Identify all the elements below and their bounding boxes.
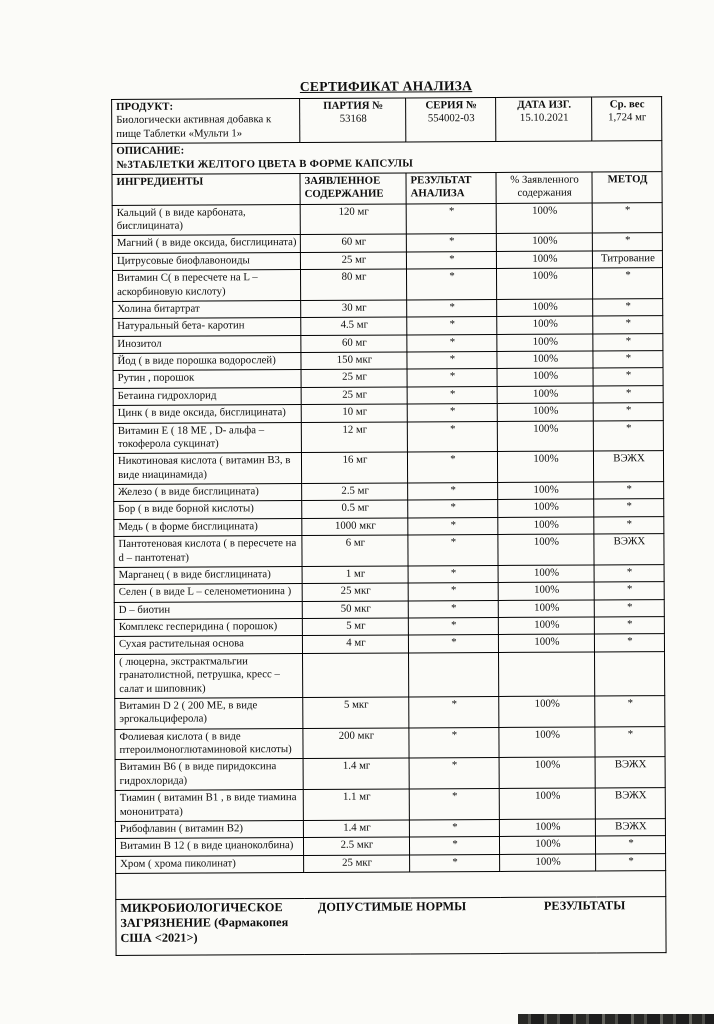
claimed-content-cell: 5 мкг: [303, 697, 409, 728]
method-cell: *: [594, 582, 664, 600]
ingredient-cell: Пантотеновая кислота ( в пересчете на d – пантотенат): [114, 536, 302, 568]
certificate-table: [111, 96, 666, 956]
ingredient-cell: Хром ( хрома пиколинат): [116, 855, 304, 873]
ingredient-cell: Йод ( в виде порошка водорослей): [113, 353, 301, 371]
claimed-content-cell: 12 мг: [301, 421, 407, 452]
percent-claimed-cell: 100%: [497, 403, 593, 421]
analysis-result-cell: *: [408, 535, 498, 566]
method-cell: *: [593, 368, 663, 386]
analysis-result-cell: *: [407, 404, 497, 422]
analysis-result-cell: *: [407, 299, 497, 317]
claimed-content-cell: 1.4 мг: [303, 758, 409, 789]
ingredient-cell: Сухая растительная основа: [114, 636, 302, 654]
column-header-row: [112, 171, 662, 205]
analysis-result-cell: *: [409, 758, 499, 789]
method-cell: ВЭЖХ: [594, 534, 664, 565]
ingredient-row: [112, 202, 662, 236]
percent-claimed-cell: 100%: [498, 482, 594, 500]
percent-claimed-cell: 100%: [497, 368, 593, 386]
ingredient-cell: ( люцерна, экстрактмальгии гранатолистной, петрушка, кресс – салат и шиповник): [115, 653, 303, 698]
claimed-content-cell: 16 мг: [301, 452, 407, 483]
analysis-result-cell: *: [409, 837, 499, 855]
microbiology-row: [116, 897, 666, 956]
ingredient-cell: Витамин В6 ( в виде пиридоксина гидрохлорида): [115, 759, 303, 791]
col-header-claimed-content: ЗАЯВЛЕННОЕ СОДЕРЖАНИЕ: [300, 173, 406, 204]
method-cell: *: [593, 403, 663, 421]
mfg-date-cell: [496, 97, 592, 142]
percent-claimed-cell: 100%: [498, 517, 594, 535]
ingredient-row: [113, 451, 663, 485]
ingredient-cell: Витамин Е ( 18 МЕ , D- альфа – токоферола сукцинат): [113, 422, 301, 454]
series-cell: [406, 97, 496, 142]
claimed-content-cell: 10 мг: [301, 404, 407, 422]
analysis-result-cell: *: [409, 696, 499, 727]
analysis-result-cell: *: [408, 482, 498, 500]
percent-claimed-cell: 100%: [498, 499, 594, 517]
claimed-content-cell: 200 мкг: [303, 728, 409, 759]
description-value: №3ТАБЛЕТКИ ЖЕЛТОГО ЦВЕТА В ФОРМЕ КАПСУЛЫ: [116, 156, 414, 171]
method-cell: *: [594, 634, 664, 652]
method-cell: *: [593, 316, 663, 334]
method-cell: ВЭЖХ: [593, 451, 663, 482]
series-value: 554002-03: [427, 112, 475, 125]
analysis-result-cell: *: [407, 386, 497, 404]
method-cell: *: [594, 564, 664, 582]
ingredient-cell: Цинк ( в виде оксида, бисглицината): [113, 405, 301, 423]
percent-claimed-cell: 100%: [497, 316, 593, 334]
analysis-result-cell: *: [408, 617, 498, 635]
mfg-date-label: ДАТА ИЗГ.: [517, 98, 572, 111]
ingredient-row: [115, 788, 665, 822]
product-label: ПРОДУКТ:: [116, 100, 174, 113]
analysis-result-cell: *: [406, 251, 496, 269]
analysis-result-cell: *: [408, 600, 498, 618]
percent-claimed-cell: 100%: [498, 534, 594, 565]
method-cell: *: [596, 853, 666, 871]
analysis-result-cell: *: [408, 635, 498, 653]
ingredient-cell: Холина битартрат: [113, 300, 301, 318]
claimed-content-cell: 2.5 мкг: [303, 837, 409, 855]
percent-claimed-cell: 100%: [498, 600, 594, 618]
batch-label: ПАРТИЯ №: [323, 99, 384, 112]
ingredient-cell: Инозитол: [113, 335, 301, 353]
method-cell: *: [592, 268, 662, 299]
col-header-percent-claimed: % Заявленного содержания: [496, 172, 592, 203]
method-cell: ВЭЖХ: [595, 757, 665, 788]
percent-claimed-cell: 100%: [499, 836, 595, 854]
product-cell: [112, 99, 300, 144]
percent-claimed-cell: 100%: [497, 351, 593, 369]
claimed-content-cell: 25 мг: [301, 387, 407, 405]
description-row: [112, 141, 662, 175]
series-label: СЕРИЯ №: [425, 99, 477, 112]
analysis-result-cell: *: [407, 351, 497, 369]
ingredient-row: [114, 534, 664, 568]
method-cell: Титрование: [592, 250, 662, 268]
claimed-content-cell: 30 мг: [301, 300, 407, 318]
percent-claimed-cell: 100%: [496, 233, 592, 251]
claimed-content-cell: 1 мг: [302, 566, 408, 584]
ingredient-row: [113, 420, 663, 454]
document-title: СЕРТИФИКАТ АНАЛИЗА: [299, 78, 473, 95]
method-cell: *: [594, 516, 664, 534]
ingredient-cell: Витамин D 2 ( 200 МЕ, в виде эргокальциферола): [115, 697, 303, 729]
claimed-content-cell: 60 мг: [301, 335, 407, 353]
avg-weight-label: Ср. вес: [609, 98, 645, 111]
analysis-result-cell: *: [408, 583, 498, 601]
claimed-content-cell: 1.4 мг: [303, 820, 409, 838]
ingredient-row: [115, 651, 665, 698]
analysis-result-cell: *: [410, 854, 500, 872]
percent-claimed-cell: 100%: [500, 854, 596, 872]
col-header-analysis-result: РЕЗУЛЬТАТ АНАЛИЗА: [406, 172, 496, 203]
ingredient-row: [115, 726, 665, 760]
ingredient-cell: Кальций ( в виде карбоната, бисглицината): [112, 204, 300, 236]
mfg-date-value: 15.10.2021: [519, 111, 569, 125]
method-cell: ВЭЖХ: [595, 788, 665, 819]
ingredient-cell: Марганец ( в виде бисглицината): [114, 566, 302, 584]
claimed-content-cell: 2.5 мг: [302, 483, 408, 501]
analysis-result-cell: *: [409, 727, 499, 758]
certificate-document: [111, 77, 666, 956]
claimed-content-cell: 25 мкг: [304, 855, 410, 873]
percent-claimed-cell: 100%: [496, 268, 592, 299]
description-cell: [112, 141, 662, 175]
ingredient-cell: Селен ( в виде L – селенометионина ): [114, 584, 302, 602]
claimed-content-cell: 1.1 мг: [303, 789, 409, 820]
ingredient-cell: D – биотин: [114, 601, 302, 619]
method-cell: *: [594, 499, 664, 517]
method-cell: *: [593, 351, 663, 369]
claimed-content-cell: 6 мг: [302, 535, 408, 566]
spacer-row: [116, 871, 666, 900]
claimed-content-cell: 25 мг: [300, 252, 406, 270]
method-cell: *: [593, 420, 663, 451]
method-cell: [595, 651, 665, 695]
method-cell: *: [595, 726, 665, 757]
analysis-result-cell: *: [408, 500, 498, 518]
allowed-norms-label: ДОПУСТИМЫЕ НОРМЫ: [304, 897, 500, 954]
method-cell: *: [592, 202, 662, 233]
analysis-result-cell: *: [407, 452, 497, 483]
percent-claimed-cell: 100%: [498, 565, 594, 583]
ingredient-cell: Фолиевая кислота ( в виде птероилмоноглютаминовой кислоты): [115, 728, 303, 760]
ingredient-cell: Медь ( в форме бисглицината): [114, 518, 302, 536]
description-label: ОПИСАНИЕ:: [116, 144, 185, 158]
claimed-content-cell: 0.5 мг: [302, 500, 408, 518]
analysis-result-cell: [409, 652, 499, 697]
analysis-result-cell: *: [408, 565, 498, 583]
analysis-result-cell: *: [407, 369, 497, 387]
method-cell: *: [594, 599, 664, 617]
method-cell: *: [595, 695, 665, 726]
batch-value: 53168: [339, 113, 367, 126]
ingredient-cell: Бетаина гидрохлорид: [113, 387, 301, 405]
method-cell: *: [592, 233, 662, 251]
results-label: РЕЗУЛЬТАТЫ: [500, 897, 666, 954]
ingredient-cell: Тиамин ( витамин В1 , в виде тиамина мононитрата): [115, 790, 303, 822]
ingredient-cell: Рибофлавин ( витамин В2): [115, 820, 303, 838]
analysis-result-cell: *: [407, 421, 497, 452]
percent-claimed-cell: 100%: [498, 582, 594, 600]
percent-claimed-cell: 100%: [499, 696, 595, 727]
ingredient-row: [115, 695, 665, 729]
ingredient-cell: Витамин С( в пересчете на L – аскорбиновую кислоту): [112, 270, 300, 302]
percent-claimed-cell: 100%: [498, 617, 594, 635]
scan-artifact: [518, 1014, 714, 1024]
analysis-result-cell: *: [408, 517, 498, 535]
product-header-row: [112, 97, 662, 144]
claimed-content-cell: 1000 мкг: [302, 518, 408, 536]
claimed-content-cell: [303, 653, 409, 698]
analysis-result-cell: *: [407, 317, 497, 335]
percent-claimed-cell: 100%: [499, 757, 595, 788]
ingredient-row: [115, 757, 665, 791]
percent-claimed-cell: 100%: [499, 727, 595, 758]
avg-weight-cell: [592, 97, 662, 141]
percent-claimed-cell: 100%: [499, 788, 595, 819]
method-cell: *: [595, 836, 665, 854]
claimed-content-cell: 80 мг: [300, 269, 406, 300]
analysis-result-cell: *: [406, 203, 496, 234]
ingredients-table-body: [112, 202, 665, 873]
ingredient-cell: Комплекс гесперидина ( порошок): [114, 619, 302, 637]
method-cell: *: [594, 482, 664, 500]
claimed-content-cell: 25 мкг: [302, 583, 408, 601]
claimed-content-cell: 4 мг: [302, 635, 408, 653]
analysis-result-cell: *: [406, 234, 496, 252]
product-value: Биологически активная добавка к пище Таблетки «Мульти 1»: [116, 113, 272, 140]
method-cell: *: [593, 385, 663, 403]
ingredient-cell: Витамин В 12 ( в виде цианоколбина): [115, 838, 303, 856]
ingredient-cell: Натуральный бета- каротин: [113, 318, 301, 336]
col-header-method: МЕТОД: [592, 171, 662, 202]
ingredient-cell: Железо ( в виде бисглицината): [114, 484, 302, 502]
claimed-content-cell: 5 мг: [302, 618, 408, 636]
percent-claimed-cell: 100%: [496, 203, 592, 234]
claimed-content-cell: 4.5 мг: [301, 317, 407, 335]
analysis-result-cell: *: [406, 269, 496, 300]
ingredient-cell: Никотиновая кислота ( витамин В3, в виде ниацинамида): [113, 453, 301, 485]
percent-claimed-cell: 100%: [497, 334, 593, 352]
avg-weight-value: 1,724 мг: [608, 111, 647, 124]
percent-claimed-cell: 100%: [497, 299, 593, 317]
percent-claimed-cell: 100%: [497, 451, 593, 482]
percent-claimed-cell: 100%: [496, 251, 592, 269]
percent-claimed-cell: 100%: [498, 634, 594, 652]
ingredient-cell: Цитрусовые биофлавоноиды: [112, 252, 300, 270]
claimed-content-cell: 60 мг: [300, 234, 406, 252]
col-header-ingredients: ИНГРЕДИЕНТЫ: [112, 173, 300, 205]
ingredient-cell: Бор ( в виде борной кислоты): [114, 501, 302, 519]
ingredient-cell: Магний ( в виде оксида, бисглицината): [112, 235, 300, 253]
analysis-result-cell: *: [407, 334, 497, 352]
batch-cell: [300, 98, 406, 143]
method-cell: *: [593, 298, 663, 316]
method-cell: *: [594, 617, 664, 635]
method-cell: *: [593, 333, 663, 351]
spacer-cell: [116, 871, 666, 900]
claimed-content-cell: 50 мкг: [302, 601, 408, 619]
analysis-result-cell: *: [409, 819, 499, 837]
claimed-content-cell: 150 мкг: [301, 352, 407, 370]
ingredient-row: [112, 268, 662, 302]
microbiology-label: МИКРОБИОЛОГИЧЕСКОЕ ЗАГРЯЗНЕНИЕ (Фармакопея США <2021>): [116, 899, 304, 956]
claimed-content-cell: 25 мг: [301, 369, 407, 387]
percent-claimed-cell: [499, 652, 595, 697]
method-cell: ВЭЖХ: [595, 818, 665, 836]
percent-claimed-cell: 100%: [499, 819, 595, 837]
ingredient-cell: Рутин , порошок: [113, 370, 301, 388]
claimed-content-cell: 120 мг: [300, 204, 406, 235]
percent-claimed-cell: 100%: [497, 420, 593, 451]
analysis-result-cell: *: [409, 789, 499, 820]
percent-claimed-cell: 100%: [497, 386, 593, 404]
